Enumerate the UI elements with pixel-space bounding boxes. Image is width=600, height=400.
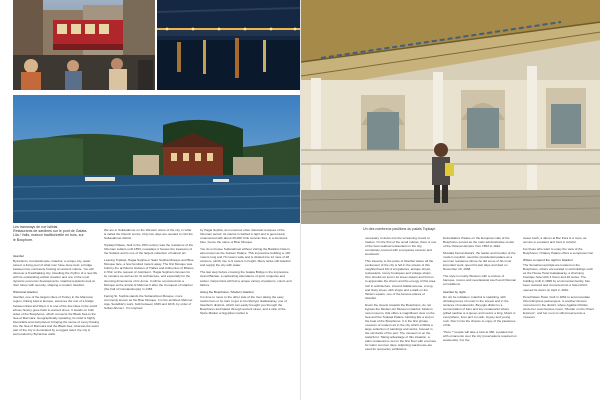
text-column-4: [365, 236, 437, 396]
text-column-6: [523, 236, 595, 396]
paragraph: Byzantium, Constantinople, Istanbul, a unique city, water paved, a living pool of what men have done best: a bridge between two continents hosting an ancient culture. You will discover a breathtaking city, travelling the rhythm of a new life with its outstanding artistic creation and one of the most dynamic economic developments. Istanbul residents look at their future with serenity, shaping a modern Istanbul.: [13, 259, 98, 288]
paragraph: Istanbul, one of the largest cities of Turkey in the Marmara region, linking Asia to Europe, assumes the role of a bridge between East and West. It is one of the few cities in the world whose history goes back to ancient times. It stands on both sides of the Bosphorus, which connects the Black Sea to the Sea of Marmara. Geographically speaking, its relief is highly favourable and well placed, bringing the sense of every flowing into the Sea of Marmara and the Black Sea, whereas the lower part of the city is dominated by a rugged relief, the city is surrounded by Byzantine walls.: [13, 295, 99, 336]
paragraph: Pera Palace Hotel, built in 1892 to accommodate Orient Express passengers, is another famous monument in the district, where Agatha Christie wrote her most famous novel, "Murder on the Orient Express", and her room is still preserved as a museum.: [523, 294, 595, 319]
paragraph: Do not be mistaken, Istanbul is sparkling, with vibrating tunes of music in the streets and in the terraces of restaurants. Beyoglu district is a concentration of bars and tiny restaurants where grilled sardine is a queen and mezze a king. Music is everywhere, from jazz to Latin, Gypsy and young rock. Don't miss the chance to enjoy of the pleasures of life.: [443, 294, 516, 327]
paragraph: We are in Sultanahmet on the Western shore of the city, in what is called the historic centre. Only two days are needed to visit the Sultanahmet district.: [104, 228, 193, 241]
caption-line: Les tramways de rue Istiklal.: [13, 225, 59, 229]
text-column-5: [443, 236, 517, 396]
paragraph: by Hagia Sophia, as numerous other classical mosques of the Ottoman period. Its interior is bathed in light and is generously ornamented with about 20,000 Iznik ceramic tiles, in a dominant blue, hence the name of Blue Mosque.: [200, 228, 288, 245]
topkapi-pavilion-photo: [301, 0, 600, 224]
paragraph: necessary to delve into the screaming crowd of traders. On the first of the small market, there is one of the best seafood restaurants in the city, completely covered with a turquoise ceramic and woodwork.: [365, 236, 437, 257]
text-column-3: [200, 228, 292, 396]
section-heading: Historical Istanbul: [13, 290, 38, 295]
text-column-2: [104, 228, 194, 396]
caption-line: Restaurants de sardines sur le pont de Galata.: [13, 229, 88, 234]
paragraph: The Sumahan and Ajia are located on the Bosphorus, others are located in old buildings such as the House Hotel Galatasaray, a charming boutique hotel with 4 floors and 20 suites. The building, built in 1890 by an Armenian family, has been restored and converted into a hotel which opened its doors on April 2, 2010.: [523, 263, 593, 292]
section-heading: Along the Bosphorus / Modern Istanbul: [200, 289, 254, 294]
paragraph: Mustafa Kemal Ataturk, the leader and founder of the modern republic, used the presidential palace as a summer residence where he did some of his most important work, spent his last days and died on November 10, 1938.: [443, 251, 516, 272]
right-page: [300, 0, 600, 400]
right-photo-caption: Un des nombreux pavillons du palais Topkapi.: [363, 227, 437, 231]
caption-line: Lila / Valis, maison traditionnelle en bois, sur: [13, 233, 84, 238]
galata-night-photo: [157, 0, 300, 90]
paragraph: The last step before crossing the Galata Bridge is the impressive Grand Bazaar, a captivating abundance of gold, turquoise and amber. Carpet fans will find a unique variety of patterns, colors and fabrics.: [200, 270, 292, 287]
paragraph: For those who want to enjoy the view of the Bosphorus, Ortakoy Palace offers a sumptuous bar.: [523, 247, 594, 256]
paragraph: You do not leave Sultanahmet without visiting the Basilica Cistern, also known as the Sunken Palace. This impressive building is 140 meters long and 70 meters wide and is divided into 12 rows of 28 columns, which rise to 9 meters in height. Many tanks still Istanbul and supply the city with water.: [200, 247, 291, 268]
paragraph: This traverse to the pulse of Istanbul where all the excitement of the city is felt in the streets of this neighborhood full of art galleries, antique shops, restaurants, luxury boutiques and vintage shops. One should not lost in its street streets and find us to appreciate the charm and the energy of this area, rich in architecture. Around Istiklal avenue, a long and lively street, with shops and a walk on the Taksim square, one of the famous places of Istanbul.: [365, 259, 437, 300]
paragraph: sweet tooth, a dinner at Bar Pera is a must, as service is excellent and food is colorful.: [523, 236, 587, 245]
paragraph: Leaving Topkapi, Hagia Sophia or Saint Sophia Mosque and Blue Mosque face, a few hundred meters away. The first Mosque was built by the architects Isidorus of Tralles and Anthemius of Miletus in 532, at the request of Justinian I. Hagia Sophia is famous for its mosaics as well as for its architecture, and especially for the stunning dimensions of its dome. It will be converted into a Mosque at the arrival of Mehmet II after the Conquest of Istanbul (the Fall of Constantinople) in 1453.: [104, 258, 194, 291]
text-column-1: [13, 254, 99, 396]
caption-line: le Bosphore.: [13, 237, 34, 242]
paragraph: "Here !" people will take a look at 360, a palace bar with ornaments over the city (reservations required on weekends). For the: [443, 329, 517, 343]
paragraph: Facing St. Sophia stands the Sultanahmet Mosque, more commonly known as the Blue Mosque. It is the architect Mehmet Aga, Sedefkâr's work, built between 1609 and 1616, by order of Sultan Ahmet I. It is inspired: [104, 293, 193, 310]
section-heading: Istanbul by night: [443, 289, 466, 294]
paragraph: The style is mostly Western with a mixture of baroque, rococo and neoclassical touch and Ottoman art traditions.: [443, 274, 517, 287]
paragraph: Down the streets towards the Bosphorus, do not bypass the Modern Art Museum Istanbul. Modern new museum, that offers a magnificent view on the Sea and the Topkapi Palace. Nothing like a stop in the boat of the Bosphorus. It is the first private museum of modern art in the city which exhibits a large collection of paintings and works, housed in the old docks of the port. The museum is on the waterfront. Taking advantage of this situation, a palm restaurant is set on the first floor with a terrace for warm summer days. Adjoining warehouse are used for temporary exhibitions.: [365, 302, 437, 352]
section-heading: Where to spend the night in Istanbul: [523, 258, 573, 263]
paragraph: Dolmabahce Palace on the European side of the Bosphorus served as the main administrative center of the Ottoman Empire from 1853 to 1922.: [443, 236, 515, 249]
bosphorus-yali-photo: [13, 95, 300, 223]
tram-street-photo: [13, 0, 155, 90]
paragraph: Topkapi Palace, built in the 15th century was the residence of the Ottoman sultans until 1853, nowadays it houses the treasures of the Sultans and is one of the largest collection of Islamic art.: [104, 243, 194, 256]
section-heading: Istanbul: [13, 254, 24, 258]
paragraph: It is time to move to the other side of the river taking the easy tourist tram or by tram to get to Cumhuriyet Galatasaray, one of Istanbul's districts, which can easily brought you through the Bosphorus and baked through ancient street, and a strip of the Spice Market or Egyptian market is: [200, 294, 287, 315]
